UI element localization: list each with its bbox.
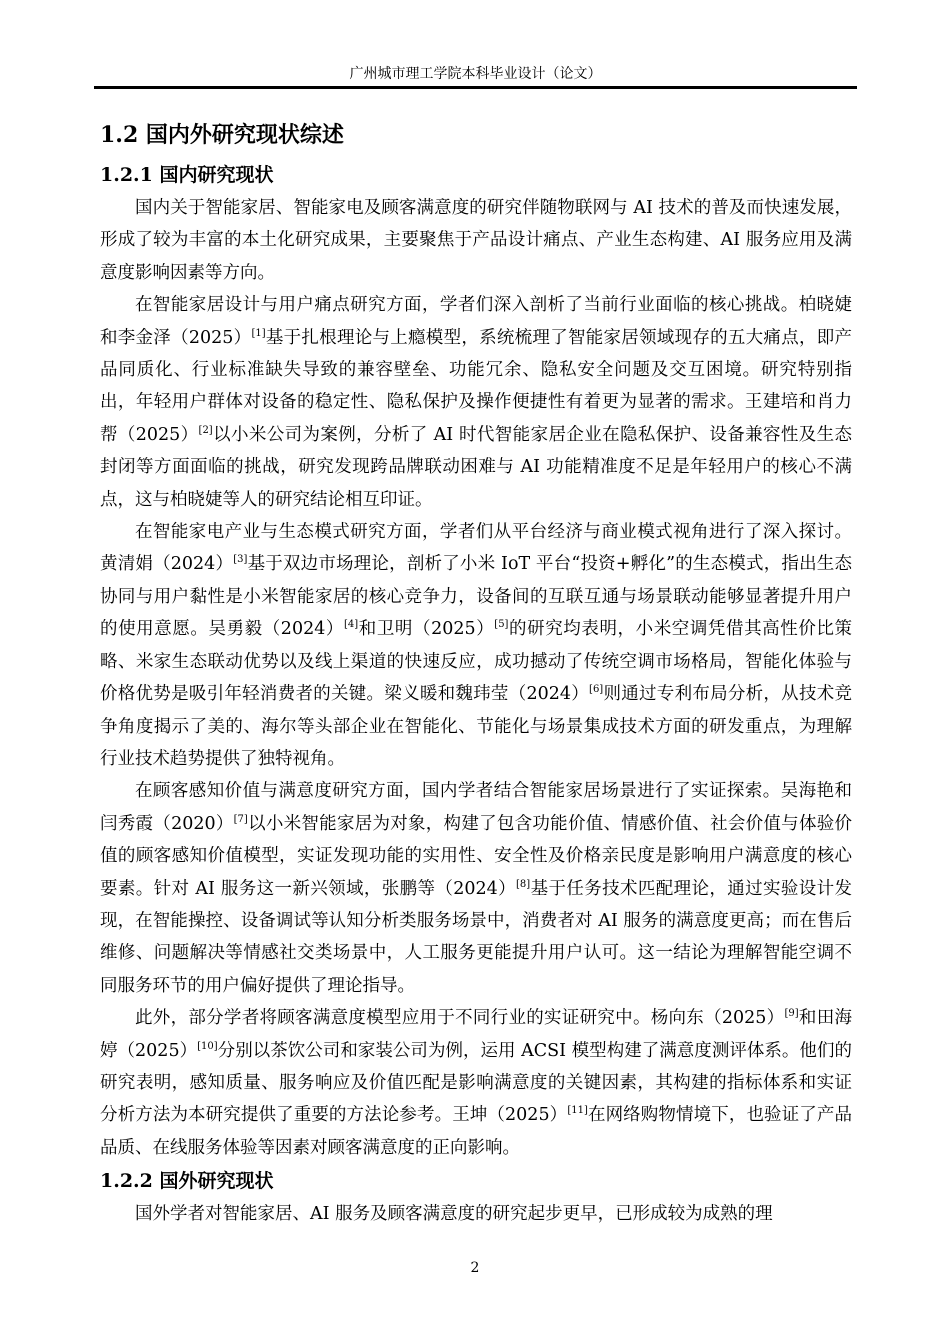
- text-run: 基于扎根理论与上瘾模型，系统梳理了智能家居领域现存的五大痛点，即产品同质化、行业标准缺失导致的兼容壁垒、功能冗余、隐私安全问题及交互困境。研究特别指出，年轻用户群体对设备的稳定性、隐私保护及操作便捷性有着更为显著的需求。王建培和肖力帮（2025）: [100, 327, 853, 445]
- citation-ref: [8]: [516, 878, 531, 890]
- text-run: 在智能家居设计与用户痛点研究方面，学者们深入剖析了当前行业面临的核心挑战。柏晓婕和李金泽（2025）: [100, 295, 852, 348]
- text-run: 在网络购物情境下，也验证了产品品质、在线服务体验等因素对顾客满意度的正向影响。: [100, 1105, 853, 1158]
- section-heading: 1.2 国内外研究现状综述: [100, 122, 344, 148]
- citation-ref: [1]: [251, 327, 266, 339]
- text-run: 在智能家电产业与生态模式研究方面，学者们从平台经济与商业模式视角进行了深入探讨。黄清娟（2024）: [100, 522, 852, 575]
- text-run: 和田海婷（2025）: [100, 1008, 852, 1061]
- main-content: [100, 112, 852, 1231]
- text-run: 的研究均表明，小米空调凭借其高性价比策略、米家生态联动优势以及线上渠道的快速反应，成功撼动了传统空调市场格局，智能化体验与价格优势是吸引年轻消费者的关键。梁义暖和魏玮莹（2024）: [100, 619, 852, 705]
- header-rule: [94, 86, 857, 89]
- text-run: 此外，部分学者将顾客满意度模型应用于不同行业的实证研究中。杨向东（2025）: [135, 1008, 785, 1029]
- subsection-heading-foreign: 1.2.2 国外研究现状: [100, 1170, 274, 1193]
- page-number: 2: [470, 1260, 480, 1276]
- subsection-heading-domestic: 1.2.1 国内研究现状: [100, 164, 274, 186]
- citation-ref: [10]: [197, 1040, 218, 1052]
- page-header: 广州城市理工学院本科毕业设计（论文）: [349, 66, 602, 82]
- text-run: 分别以茶饮公司和家装公司为例，运用 ACSI 模型构建了满意度测评体系。他们的研究表明，感知质量、服务响应及价值匹配是影响满意度的关键因素，其构建的指标体系和实证分析方法为本研究提供了重要的方法论参考。王坤（2025）: [100, 1040, 852, 1126]
- text-run: 以小米智能家居为对象，构建了包含功能价值、情感价值、社会价值与体验价值的顾客感知价值模型，实证发现功能的实用性、安全性及价格亲民度是影响用户满意度的核心要素。针对 AI 服务这一新兴领域，张鹏等（2024）: [100, 813, 852, 899]
- citation-ref: [7]: [233, 813, 248, 825]
- text-run: 基于任务技术匹配理论，通过实验设计发现，在智能操控、设备调试等认知分析类服务场景中，消费者对 AI 服务的满意度更高；而在售后维修、问题解决等情感社交类场景中，人工服务更能提升用户认可。这一结论为理解智能空调不同服务环节的用户偏好提供了理论指导。: [100, 878, 853, 996]
- text-run: 和卫明（2025）: [358, 619, 495, 640]
- citation-ref: [3]: [233, 554, 248, 566]
- citation-ref: [4]: [344, 619, 359, 631]
- paragraph-smart-home-pain-points: [100, 289, 852, 516]
- paragraph-ecosystem: [100, 516, 852, 775]
- citation-ref: [6]: [589, 684, 604, 696]
- citation-ref: [2]: [198, 425, 213, 437]
- text-run: 则通过专利布局分析，从技术竞争角度揭示了美的、海尔等头部企业在智能化、节能化与场景集成技术方面的研发重点，为理解行业技术趋势提供了独特视角。: [100, 684, 852, 769]
- citation-ref: [9]: [784, 1008, 799, 1020]
- text-run: 基于双边市场理论，剖析了小米 IoT 平台“投资+孵化”的生态模式，指出生态协同与用户黏性是小米智能家居的核心竞争力，设备间的互联互通与场景联动能够显著提升用户的使用意愿。吴勇毅（2024）: [100, 554, 852, 640]
- paragraph-intro: 国内关于智能家居、智能家电及顾客满意度的研究伴随物联网与 AI 技术的普及而快速发展，形成了较为丰富的本土化研究成果，主要聚焦于产品设计痛点、产业生态构建、AI 服务应用及满意度影响因素等方向。: [100, 198, 852, 283]
- paragraph-satisfaction-models: [100, 1002, 852, 1164]
- paragraph-foreign-intro: 国外学者对智能家居、AI 服务及顾客满意度的研究起步更早，已形成较为成熟的理: [135, 1204, 773, 1225]
- text-run: 以小米公司为案例，分析了 AI 时代智能家居企业在隐私保护、设备兼容性及生态封闭等方面面临的挑战，研究发现跨品牌联动困难与 AI 功能精准度不足是年轻用户的核心不满点，这与柏晓婕等人的研究结论相互印证。: [100, 424, 852, 510]
- text-run: 在顾客感知价值与满意度研究方面，国内学者结合智能家居场景进行了实证探索。吴海艳和闫秀霞（2020）: [100, 781, 852, 834]
- paragraph-perceived-value: [100, 775, 852, 1002]
- citation-ref: [11]: [567, 1105, 588, 1117]
- citation-ref: [5]: [494, 619, 509, 631]
